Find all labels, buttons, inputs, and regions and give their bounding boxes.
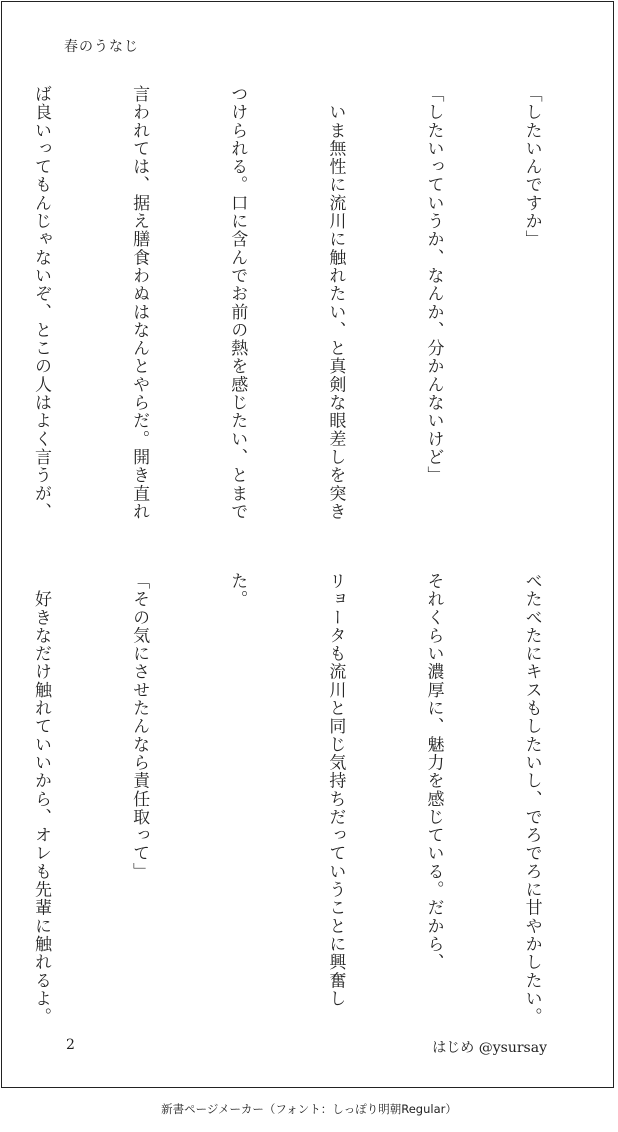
page-frame (1, 1, 614, 1088)
text-column: 好きなだけ触れていいから、オレも先輩に触れるよ。 (31, 572, 52, 1026)
text-column: リョータも流川と同じ気持ちだっていうことに興奮し (325, 572, 346, 1008)
page-number: 2 (66, 1037, 75, 1053)
book-title: 春のうなじ (64, 39, 139, 55)
text-column: 言われては、据え膳食わぬはなんとやらだ。開き直れ (129, 85, 150, 521)
text-column: べたべたにキスもしたいし、でろでろに甘やかしたい。 (521, 572, 542, 1026)
lower-text-block (31, 572, 613, 1032)
text-column: それくらい濃厚に、魅力を感じている。だから、 (423, 572, 444, 972)
text-column: ば良いってもんじゃないぞ、とこの人はよく言うが、 (31, 85, 52, 521)
maker-credit: 新書ページメーカー（フォント：しっぽり明朝Regular） (161, 1102, 457, 1116)
upper-text-block (31, 85, 613, 545)
text-column: 「したいんですか」 (521, 85, 542, 249)
text-column: た。 (227, 572, 248, 609)
author-credit: はじめ @ysursay (432, 1040, 547, 1056)
text-column: つけられる。口に含んでお前の熱を感じたい、とまで (227, 85, 248, 521)
text-column: いま無性に流川に触れたい、と真剣な眼差しを突き (325, 85, 346, 521)
text-column: 「したいっていうか、なんか、分かんないけど」 (423, 85, 444, 485)
text-column: 「その気にさせたんなら責任取って」 (129, 572, 150, 881)
